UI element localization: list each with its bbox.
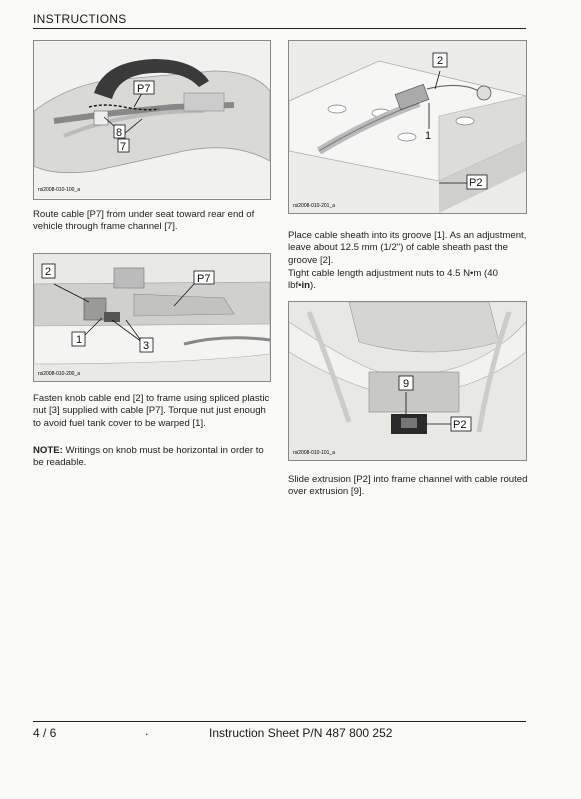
figure-seat-cable-route-drawing xyxy=(34,41,270,199)
figure-seat-cable-route xyxy=(33,40,271,200)
note-label: NOTE: xyxy=(33,445,63,456)
figure-knob-cable-fasten xyxy=(33,253,271,382)
footer-rule xyxy=(33,721,526,722)
fig2-callout-3: 3 xyxy=(143,340,150,352)
fig1-callout-7: 7 xyxy=(120,141,127,153)
footer-dot: . xyxy=(145,724,149,738)
fig1-caption: rsi2008-010-100_a xyxy=(38,187,80,193)
document-part-number: Instruction Sheet P/N 487 800 252 xyxy=(209,726,393,740)
tighten-text-bold: in xyxy=(301,280,311,292)
fig2-callout-1: 1 xyxy=(76,334,83,346)
fig2-callout-p7: P7 xyxy=(197,273,211,285)
tighten-text-suffix: ). xyxy=(310,280,316,292)
note-body: Writings on knob must be horizontal in order to be readable. xyxy=(33,445,264,469)
figure-knob-cable-fasten-drawing xyxy=(34,254,270,381)
fig3-callout-1: 1 xyxy=(425,130,432,142)
figure-cable-sheath-groove-drawing xyxy=(289,41,526,213)
note-paragraph xyxy=(33,445,273,470)
fig4-callout-9: 9 xyxy=(403,378,410,390)
tighten-nuts-instruction xyxy=(288,268,528,293)
tighten-text-prefix: Tight cable length adjustment nuts to 4.5 N•m (40 lbf• xyxy=(288,268,498,292)
fig2-callout-2: 2 xyxy=(45,266,52,278)
fig4-caption: rsi2008-010-101_a xyxy=(293,450,335,456)
figure-extrusion-slide xyxy=(288,301,527,461)
fig2-caption: rsi2008-010-200_a xyxy=(38,371,80,377)
place-sheath-instruction: Place cable sheath into its groove [1]. As an adjustment, leave about 12.5 mm (1/2") of cable sheath past the groove [2]. xyxy=(288,230,527,266)
route-cable-instruction: Route cable [P7] from under seat toward rear end of vehicle through frame channel [7]. xyxy=(33,209,255,233)
fig3-callout-2: 2 xyxy=(437,55,444,67)
fig3-caption: rsi2008-010-201_a xyxy=(293,203,335,209)
fig3-callout-p2: P2 xyxy=(469,177,483,189)
fig1-callout-p7: P7 xyxy=(137,83,151,95)
figure-cable-sheath-groove xyxy=(288,40,527,214)
fig4-callout-p2: P2 xyxy=(453,419,467,431)
slide-extrusion-instruction: Slide extrusion [P2] into frame channel with cable routed over extrusion [9]. xyxy=(288,474,528,498)
fig1-callout-8: 8 xyxy=(116,127,123,139)
page-number: 4 / 6 xyxy=(33,726,57,740)
fasten-knob-instruction: Fasten knob cable end [2] to frame using spliced plastic nut [3] supplied with cable [P7]. Torque nut just enough to avoid fuel tank cover to be warped [1]. xyxy=(33,393,270,429)
page-header-title: INSTRUCTIONS xyxy=(33,12,127,26)
header-rule xyxy=(33,28,526,29)
figure-extrusion-slide-drawing xyxy=(289,302,526,460)
